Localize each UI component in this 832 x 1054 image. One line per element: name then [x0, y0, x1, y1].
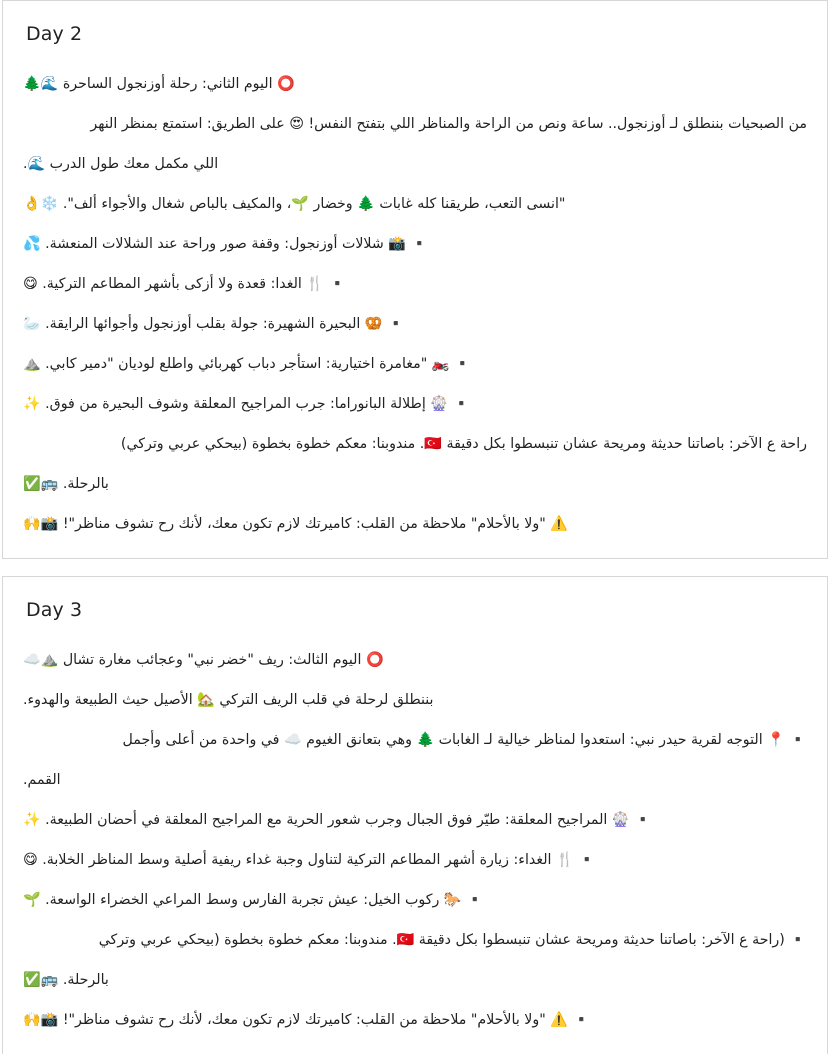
- paragraph-line: بننطلق لرحلة في قلب الريف التركي 🏡 الأصيل حيث الطبيعة والهدوء.: [23, 692, 434, 708]
- day-3-card: [2, 576, 828, 1054]
- day-2-card: [2, 0, 828, 559]
- note-line: ⚠️ "ولا بالأحلام" ملاحظة من القلب: كاميرتك لازم تكون معك، لأنك رح تشوف مناظر"! 📸🙌: [23, 516, 568, 532]
- quote-line: "انسى التعب، طريقنا كله غابات 🌲 وخضار 🌱، والمكيف بالباص شغال والأجواء ألف". ❄️👌: [23, 196, 566, 212]
- list-item: ▪️ 🎡 إطلالة البانوراما: جرب المراجيح المعلقة وشوف البحيرة من فوق. ✨: [23, 396, 471, 412]
- list-item: ▪️ 🐎 ركوب الخيل: عيش تجربة الفارس وسط المراعي الخضراء الواسعة. 🌱: [23, 892, 484, 908]
- paragraph-line: اللي مكمل معك طول الدرب 🌊.: [23, 156, 219, 172]
- list-item: ▪️ 🍴 الغدا: قعدة ولا أزكى بأشهر المطاعم التركية. 😋: [23, 276, 347, 292]
- list-item: ▪️ 🍴 الغداء: زيارة أشهر المطاعم التركية لتناول وجبة غداء ريفية أصلية وسط المناظر الخلابة. 😋: [23, 852, 596, 868]
- paragraph-line: بالرحلة. 🚌✅: [23, 476, 109, 492]
- list-item: ▪️ 📸 شلالات أوزنجول: وقفة صور وراحة عند الشلالات المنعشة. 💦: [23, 236, 429, 252]
- paragraph-line: بالرحلة. 🚌✅: [23, 972, 109, 988]
- day-heading: ⭕ اليوم الثالث: ريف "خضر نبي" وعجائب مغارة تشال ⛰️☁️: [23, 652, 384, 668]
- paragraph-line: من الصبحيات بننطلق لـ أوزنجول.. ساعة ونص من الراحة والمناظر اللي بتفتح النفس! 😍 على الطريق: استمتع بمنظر النهر: [90, 116, 807, 132]
- list-item: ▪️ (راحة ع الآخر: باصاتنا حديثة ومريحة عشان تنبسطوا بكل دقيقة 🇹🇷. مندوبنا: معكم خطوة بخطوة (بيحكي عربي وتركي: [98, 932, 807, 948]
- list-item: ▪️ 📍 التوجه لقرية حيدر نبي: استعدوا لمناظر خيالية لـ الغابات 🌲 وهي بتعانق الغيوم ☁️ في واحدة من أعلى وأجمل: [122, 732, 807, 748]
- list-item: ▪️ 🥨 البحيرة الشهيرة: جولة بقلب أوزنجول وأجوائها الرايقة. 🦢: [23, 316, 405, 332]
- day-heading: ⭕ اليوم الثاني: رحلة أوزنجول الساحرة 🌊🌲: [23, 76, 295, 92]
- list-item: ▪️ 🎡 المراجيح المعلقة: طيّر فوق الجبال وجرب شعور الحرية مع المراجيح المعلقة في أحضان الطبيعة. ✨: [23, 812, 652, 828]
- paragraph-line: القمم.: [23, 772, 61, 788]
- day-title: Day 3: [26, 599, 83, 621]
- list-item: ▪️ ⚠️ "ولا بالأحلام" ملاحظة من القلب: كاميرتك لازم تكون معك، لأنك رح تشوف مناظر"! 📸🙌: [23, 1012, 591, 1028]
- paragraph-line: راحة ع الآخر: باصاتنا حديثة ومريحة عشان تنبسطوا بكل دقيقة 🇹🇷. مندوبنا: معكم خطوة بخطوة (بيحكي عربي وتركي): [120, 436, 807, 452]
- list-item: ▪️ 🏍️ "مغامرة اختيارية: استأجر دباب كهربائي واطلع لوديان "دمير كابي. ⛰️: [23, 356, 472, 372]
- day-title: Day 2: [26, 23, 83, 45]
